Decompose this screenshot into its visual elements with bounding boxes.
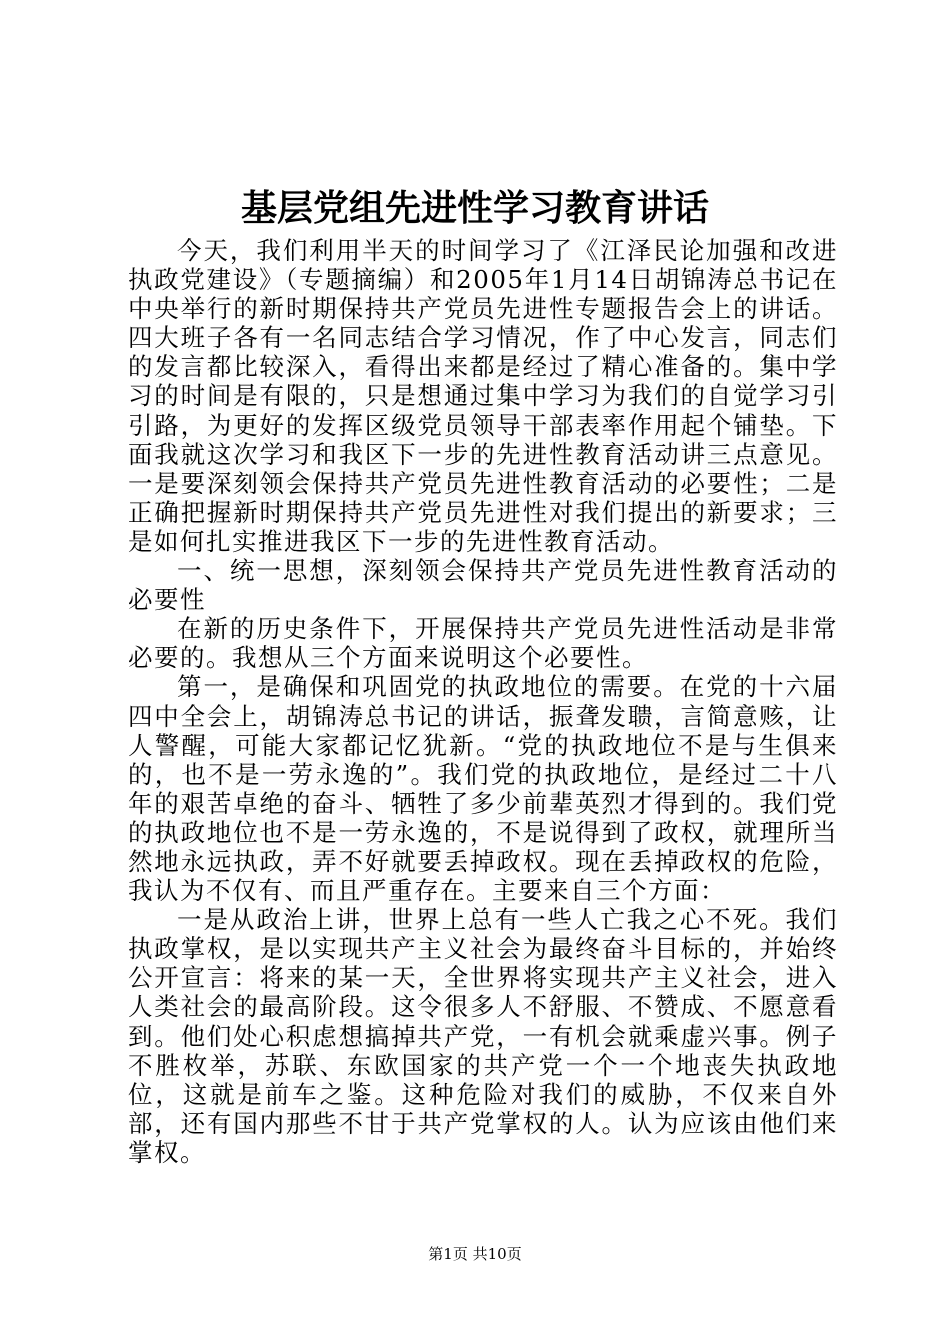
page-footer: 第1页 共10页 [428, 1245, 522, 1263]
paragraph-political: 一是从政治上讲，世界上总有一些人亡我之心不死。我们执政掌权，是以实现共产主义社会为最终奋斗目标的，并始终公开宣言：将来的某一天，全世界将实现共产主义社会，进入人类社会的最高阶段。这令很多人不舒服、不赞成、不愿意看到。他们处心积虑想搞掉共产党，一有机会就乘虚兴事。例子不胜枚举，苏联、东欧国家的共产党一个一个地丧失执政地位，这就是前车之鉴。这种危险对我们的威胁，不仅来自外部，还有国内那些不甘于共产党掌权的人。认为应该由他们来掌权。 [128, 905, 838, 1167]
paragraph-necessity: 在新的历史条件下，开展保持共产党员先进性活动是非常必要的。我想从三个方面来说明这个必要性。 [128, 614, 838, 673]
paragraph-intro: 今天，我们利用半天的时间学习了《江泽民论加强和改进执政党建设》（专题摘编）和2005年1月14日胡锦涛总书记在中央举行的新时期保持共产党员先进性专题报告会上的讲话。四大班子各有一名同志结合学习情况，作了中心发言，同志们的发言都比较深入，看得出来都是经过了精心准备的。集中学习的时间是有限的，只是想通过集中学习为我们的自觉学习引引路，为更好的发挥区级党员领导干部表率作用起个铺垫。下面我就这次学习和我区下一步的先进性教育活动讲三点意见。一是要深刻领会保持共产党员先进性教育活动的必要性；二是正确把握新时期保持共产党员先进性对我们提出的新要求；三是如何扎实推进我区下一步的先进性教育活动。 [128, 236, 838, 556]
document-body [128, 236, 838, 1167]
paragraph-first-point: 第一，是确保和巩固党的执政地位的需要。在党的十六届四中全会上，胡锦涛总书记的讲话，振聋发聩，言简意赅，让人警醒，可能大家都记忆犹新。“党的执政地位不是与生俱来的，也不是一劳永逸的”。我们党的执政地位，是经过二十八年的艰苦卓绝的奋斗、牺牲了多少前辈英烈才得到的。我们党的执政地位也不是一劳永逸的，不是说得到了政权，就理所当然地永远执政，弄不好就要丢掉政权。现在丢掉政权的危险，我认为不仅有、而且严重存在。主要来自三个方面： [128, 672, 838, 906]
section-heading-1: 一、统一思想，深刻领会保持共产党员先进性教育活动的必要性 [128, 556, 838, 615]
document-title: 基层党组先进性学习教育讲话 [240, 188, 709, 229]
